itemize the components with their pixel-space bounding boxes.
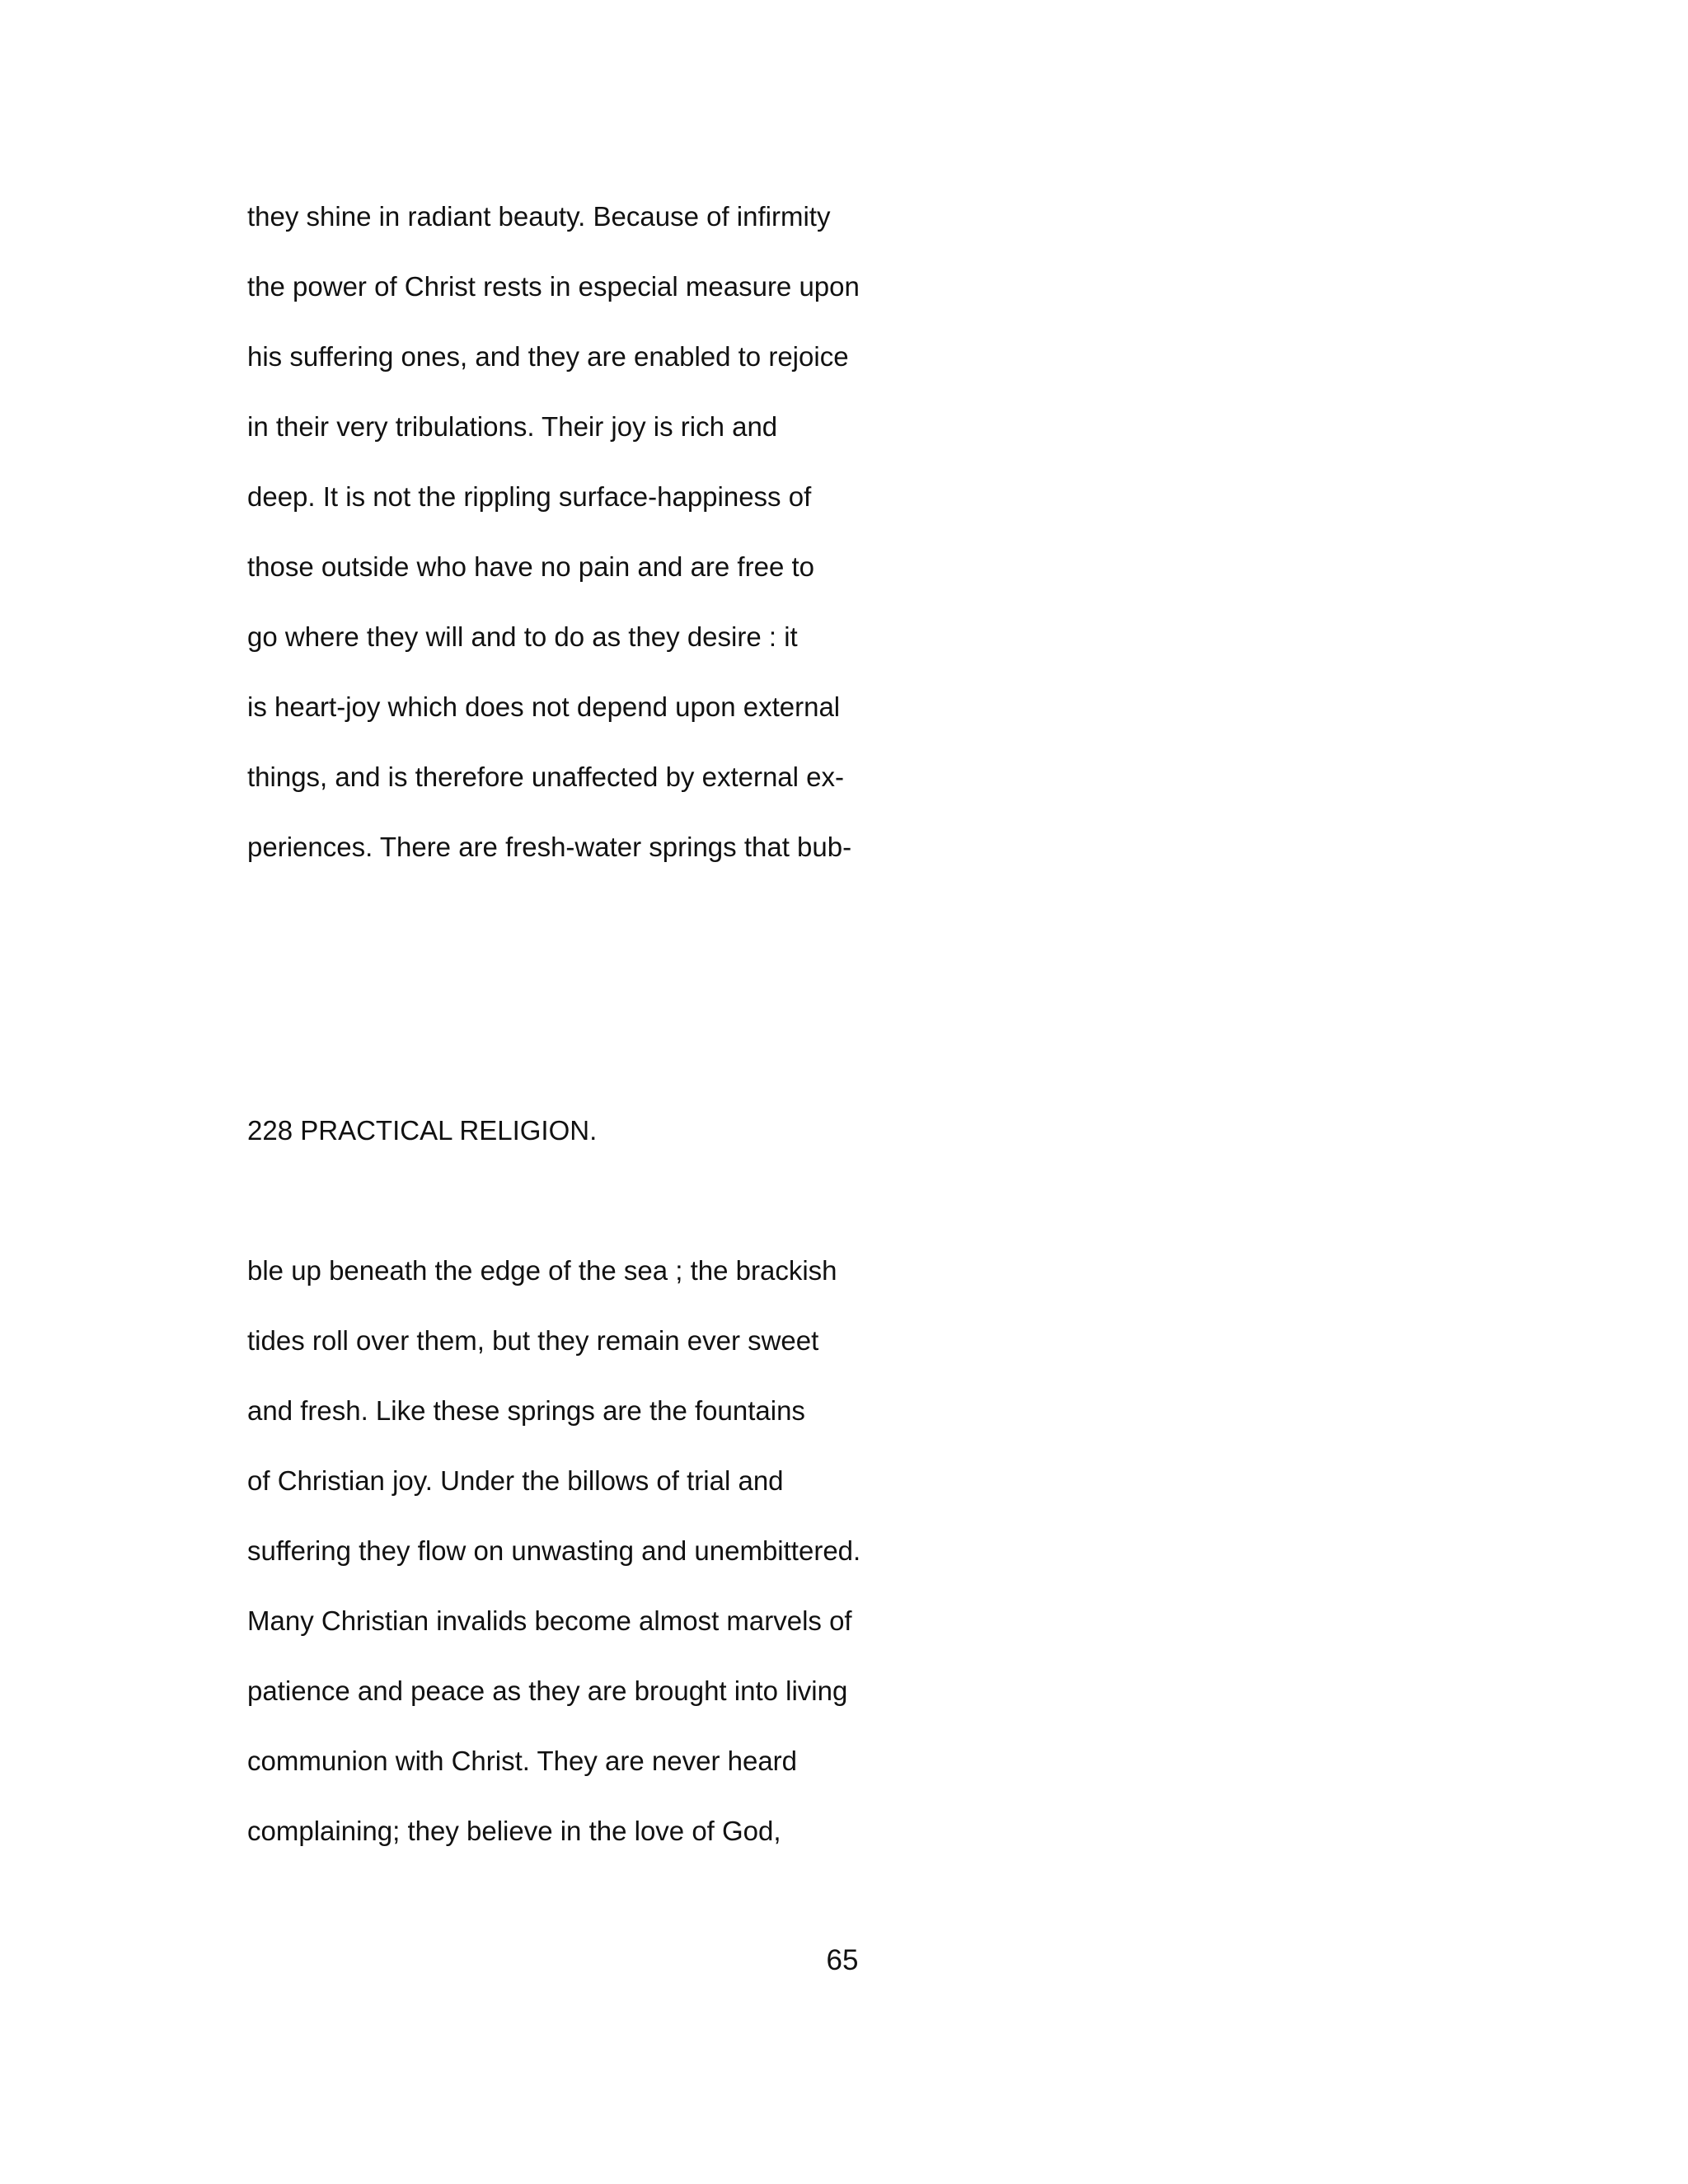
text-line: go where they will and to do as they desire : it bbox=[247, 621, 798, 652]
text-line: of Christian joy. Under the billows of trial and bbox=[247, 1465, 784, 1496]
text-line: and fresh. Like these springs are the fountains bbox=[247, 1395, 805, 1426]
text-block-lower bbox=[247, 1235, 1484, 1866]
text-line: suffering they flow on unwasting and unembittered. bbox=[247, 1535, 861, 1566]
text-line: the power of Christ rests in especial measure upon bbox=[247, 271, 860, 302]
text-line: his suffering ones, and they are enabled to rejoice bbox=[247, 341, 849, 372]
text-line: deep. It is not the rippling surface-happiness of bbox=[247, 481, 812, 512]
running-head: 228 PRACTICAL RELIGION. bbox=[247, 1115, 598, 1146]
page-number bbox=[0, 1925, 1688, 1995]
text-line: patience and peace as they are brought into living bbox=[247, 1675, 848, 1706]
text-line: is heart-joy which does not depend upon external bbox=[247, 691, 841, 722]
text-line: communion with Christ. They are never heard bbox=[247, 1746, 798, 1776]
text-line: periences. There are fresh-water springs that bub- bbox=[247, 832, 852, 862]
page-number-text: 65 bbox=[826, 1944, 859, 1976]
text-line: Many Christian invalids become almost marvels of bbox=[247, 1605, 852, 1636]
text-line: complaining; they believe in the love of God, bbox=[247, 1816, 781, 1846]
text-line: those outside who have no pain and are free to bbox=[247, 551, 814, 582]
text-line: things, and is therefore unaffected by external ex- bbox=[247, 762, 845, 792]
text-line: ble up beneath the edge of the sea ; the brackish bbox=[247, 1255, 837, 1286]
text-line: they shine in radiant beauty. Because of infirmity bbox=[247, 201, 831, 232]
text-line: in their very tribulations. Their joy is rich and bbox=[247, 411, 778, 442]
text-line: tides roll over them, but they remain ever sweet bbox=[247, 1325, 819, 1356]
text-block-upper bbox=[247, 181, 1484, 882]
